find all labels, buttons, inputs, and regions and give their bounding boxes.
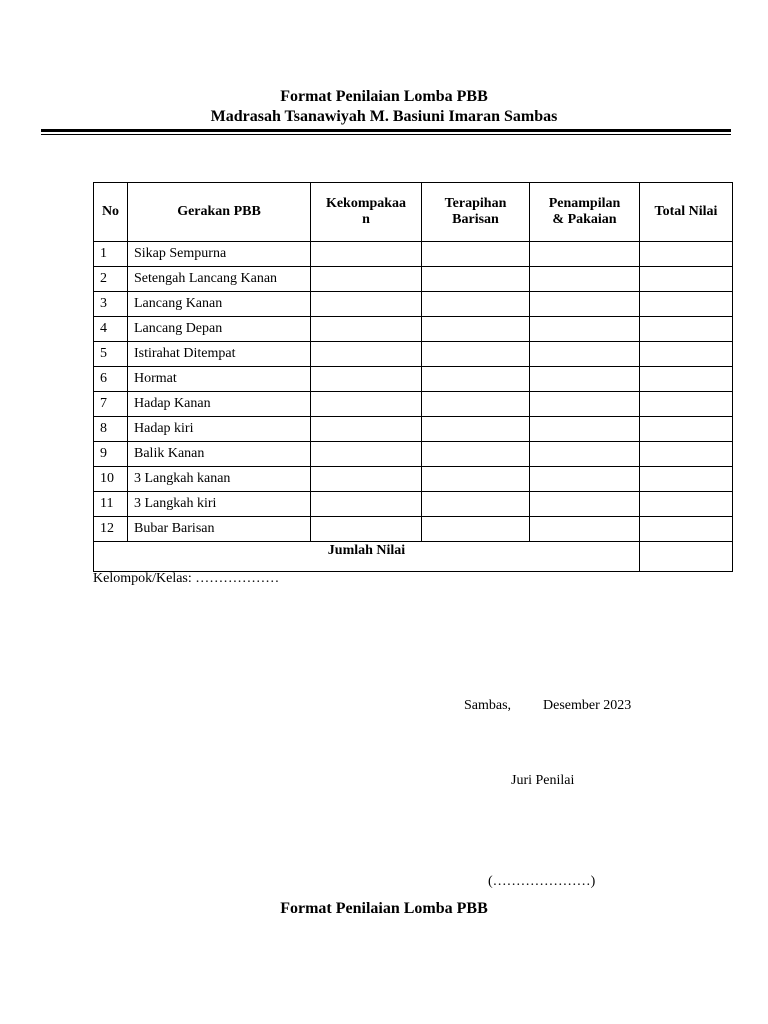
score-kekompakan-cell[interactable] — [311, 492, 422, 517]
row-gerakan: Hormat — [128, 367, 311, 392]
score-terapihan-cell[interactable] — [422, 467, 530, 492]
table-row — [94, 517, 733, 542]
score-kekompakan-cell[interactable] — [311, 467, 422, 492]
school-name: Madrasah Tsanawiyah M. Basiuni Imaran Sambas — [210, 108, 558, 125]
score-kekompakan-cell[interactable] — [311, 342, 422, 367]
score-kekompakan-cell[interactable] — [311, 392, 422, 417]
kelompok-kelas-field: Kelompok/Kelas: ……………… — [93, 571, 280, 586]
row-gerakan: 3 Langkah kanan — [128, 467, 311, 492]
table-row — [94, 392, 733, 417]
row-gerakan: Istirahat Ditempat — [128, 342, 311, 367]
score-kekompakan-cell[interactable] — [311, 317, 422, 342]
form-title: Format Penilaian Lomba PBB — [280, 88, 488, 105]
score-kekompakan-cell[interactable] — [311, 367, 422, 392]
score-total-cell[interactable] — [640, 417, 733, 442]
score-total-cell[interactable] — [640, 442, 733, 467]
score-total-cell[interactable] — [640, 467, 733, 492]
score-kekompakan-cell[interactable] — [311, 417, 422, 442]
row-number: 12 — [94, 517, 128, 542]
row-gerakan: Setengah Lancang Kanan — [128, 267, 311, 292]
score-penampilan-cell[interactable] — [530, 417, 640, 442]
score-total-cell[interactable] — [640, 342, 733, 367]
score-penampilan-cell[interactable] — [530, 342, 640, 367]
table-row — [94, 292, 733, 317]
score-terapihan-cell[interactable] — [422, 342, 530, 367]
table-row — [94, 317, 733, 342]
score-total-cell[interactable] — [640, 267, 733, 292]
table-row — [94, 342, 733, 367]
score-total-cell[interactable] — [640, 517, 733, 542]
row-gerakan: Lancang Depan — [128, 317, 311, 342]
row-number: 10 — [94, 467, 128, 492]
row-number: 8 — [94, 417, 128, 442]
signature-place: Sambas, — [464, 698, 512, 713]
score-terapihan-cell[interactable] — [422, 517, 530, 542]
row-gerakan: Hadap kiri — [128, 417, 311, 442]
row-number: 7 — [94, 392, 128, 417]
table-header-row — [94, 183, 733, 242]
row-gerakan: 3 Langkah kiri — [128, 492, 311, 517]
footer-title: Format Penilaian Lomba PBB — [280, 900, 488, 917]
score-terapihan-cell[interactable] — [422, 267, 530, 292]
score-terapihan-cell[interactable] — [422, 242, 530, 267]
score-penampilan-cell[interactable] — [530, 292, 640, 317]
score-total-cell[interactable] — [640, 317, 733, 342]
header-gerakan: Gerakan PBB — [128, 183, 311, 242]
row-number: 1 — [94, 242, 128, 267]
header-rule-thin — [41, 134, 731, 135]
score-kekompakan-cell[interactable] — [311, 292, 422, 317]
score-penampilan-cell[interactable] — [530, 267, 640, 292]
score-penampilan-cell[interactable] — [530, 517, 640, 542]
table-row — [94, 242, 733, 267]
score-total-cell[interactable] — [640, 292, 733, 317]
score-terapihan-cell[interactable] — [422, 492, 530, 517]
score-kekompakan-cell[interactable] — [311, 517, 422, 542]
row-number: 4 — [94, 317, 128, 342]
table-row — [94, 367, 733, 392]
row-gerakan: Lancang Kanan — [128, 292, 311, 317]
score-terapihan-cell[interactable] — [422, 417, 530, 442]
header-rule-thick — [41, 129, 731, 132]
row-gerakan: Bubar Barisan — [128, 517, 311, 542]
score-total-cell[interactable] — [640, 392, 733, 417]
row-number: 9 — [94, 442, 128, 467]
header-penampilan: Penampilan & Pakaian — [530, 183, 640, 242]
score-terapihan-cell[interactable] — [422, 292, 530, 317]
signature-role: Juri Penilai — [511, 773, 575, 788]
row-number: 11 — [94, 492, 128, 517]
score-terapihan-cell[interactable] — [422, 392, 530, 417]
score-terapihan-cell[interactable] — [422, 317, 530, 342]
header-terapihan: Terapihan Barisan — [422, 183, 530, 242]
row-number: 6 — [94, 367, 128, 392]
score-terapihan-cell[interactable] — [422, 367, 530, 392]
score-kekompakan-cell[interactable] — [311, 442, 422, 467]
score-total-cell[interactable] — [640, 242, 733, 267]
table-row — [94, 492, 733, 517]
signature-name-line: (…………………) — [488, 874, 596, 889]
row-gerakan: Hadap Kanan — [128, 392, 311, 417]
score-penampilan-cell[interactable] — [530, 467, 640, 492]
score-penampilan-cell[interactable] — [530, 317, 640, 342]
table-row — [94, 417, 733, 442]
signature-date: Desember 2023 — [543, 698, 632, 713]
score-total-cell[interactable] — [640, 492, 733, 517]
table-row — [94, 442, 733, 467]
header-no: No — [94, 183, 128, 242]
score-penampilan-cell[interactable] — [530, 242, 640, 267]
header-total: Total Nilai — [640, 183, 733, 242]
row-number: 2 — [94, 267, 128, 292]
header-kekompakan: Kekompakaa n — [311, 183, 422, 242]
score-total-cell[interactable] — [640, 367, 733, 392]
total-value-cell[interactable] — [640, 542, 733, 572]
total-row — [94, 542, 733, 572]
row-gerakan: Balik Kanan — [128, 442, 311, 467]
score-table — [93, 182, 733, 572]
table-row — [94, 267, 733, 292]
row-number: 3 — [94, 292, 128, 317]
row-gerakan: Sikap Sempurna — [128, 242, 311, 267]
score-penampilan-cell[interactable] — [530, 392, 640, 417]
score-penampilan-cell[interactable] — [530, 442, 640, 467]
score-penampilan-cell[interactable] — [530, 492, 640, 517]
score-penampilan-cell[interactable] — [530, 367, 640, 392]
total-label: Jumlah Nilai — [94, 542, 640, 572]
score-kekompakan-cell[interactable] — [311, 267, 422, 292]
row-number: 5 — [94, 342, 128, 367]
score-terapihan-cell[interactable] — [422, 442, 530, 467]
table-row — [94, 467, 733, 492]
score-kekompakan-cell[interactable] — [311, 242, 422, 267]
